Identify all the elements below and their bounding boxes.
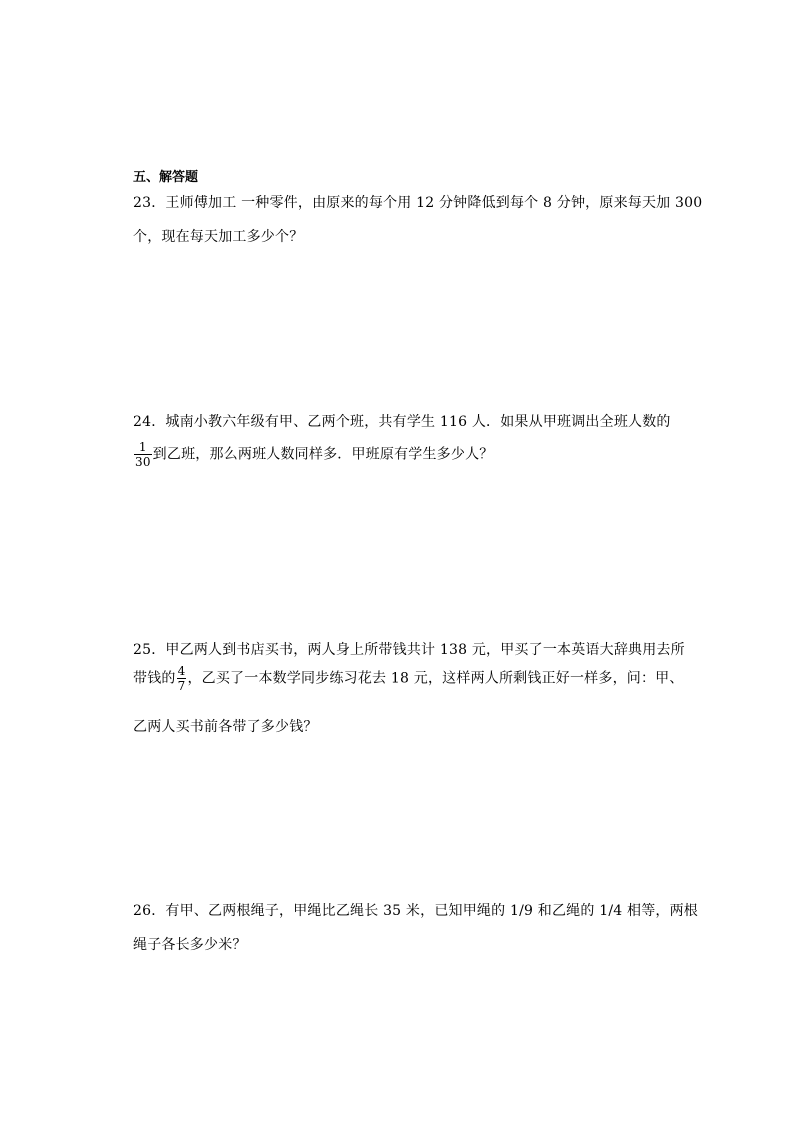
fraction-numerator: 1 (134, 440, 152, 455)
q24-line-1: 24．城南小教六年级有甲、乙两个班，共有学生 116 人．如果从甲班调出全班人数的 (133, 414, 671, 430)
fraction-four-sevenths (177, 664, 187, 693)
fraction-one-thirtieth (134, 440, 152, 469)
q25-line-2-before: 带钱的 (133, 670, 176, 687)
q26-line-1: 26．有甲、乙两根绳子，甲绳比乙绳长 35 米，已知甲绳的 1/9 和乙绳的 1/4 相等，两根 (133, 903, 698, 919)
q23-line-2: 个，现在每天加工多少个？ (133, 229, 304, 245)
q25-line-2-after: ，乙买了一本数学同步练习花去 18 元，这样两人所剩钱正好一样多，问：甲、 (187, 670, 684, 687)
q23-line-1: 23．王师傅加工 一种零件，由原来的每个用 12 分钟降低到每个 8 分钟，原来每天加 300 (133, 195, 703, 211)
fraction-denominator: 7 (177, 679, 186, 693)
section-title: 五、解答题 (133, 170, 199, 185)
q25-line-1: 25．甲乙两人到书店买书，两人身上所带钱共计 138 元，甲买了一本英语大辞典用去所 (133, 642, 685, 658)
q24-line-2 (133, 440, 493, 469)
fraction-denominator: 30 (135, 455, 151, 469)
q25-line-2 (133, 664, 684, 693)
q26-line-2: 绳子各长多少米？ (133, 937, 247, 953)
q24-line-2-text: 到乙班，那么两班人数同样多．甲班原有学生多少人？ (152, 446, 494, 463)
q25-line-3: 乙两人买书前各带了多少钱？ (133, 719, 318, 735)
fraction-numerator: 4 (177, 664, 186, 678)
